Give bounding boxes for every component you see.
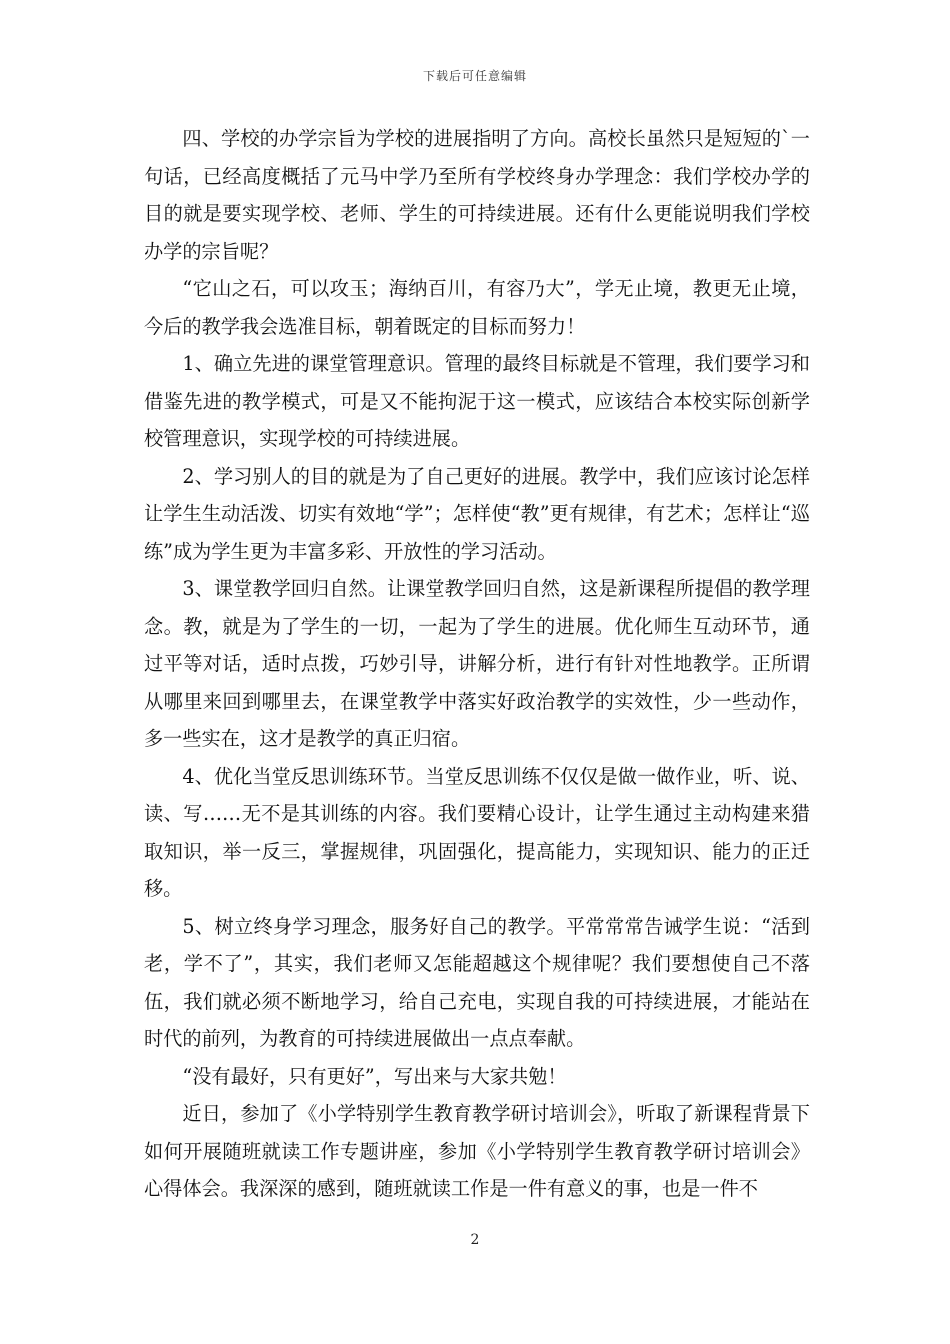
paragraph-item-1: 1、确立先进的课堂管理意识。管理的最终目标就是不管理，我们要学习和借鉴先进的教学模式，可是又不能拘泥于这一模式，应该结合本校实际创新学校管理意识，实现学校的可持续进展。: [144, 352, 810, 450]
paragraph-school-purpose: 四、学校的办学宗旨为学校的进展指明了方向。高校长虽然只是短短的`一句话，已经高度概括了元马中学乃至所有学校终身办学理念：我们学校办学的目的就是要实现学校、老师、学生的可持续进展。还有什么更能说明我们学校办学的宗旨呢？: [144, 127, 810, 263]
paragraph-item-5: 5、树立终身学习理念，服务好自己的教学。平常常常告诫学生说：“活到老，学不了”，其实，我们老师又怎能超越这个规律呢？我们要想使自己不落伍，我们就必须不断地学习，给自己充电，实现自我的可持续进展，才能站在时代的前列，为教育的可持续进展做出一点点奉献。: [144, 914, 810, 1050]
paragraph-item-4: 4、优化当堂反思训练环节。当堂反思训练不仅仅是做一做作业，听、说、读、写……无不是其训练的内容。我们要精心设计，让学生通过主动构建来猎取知识，举一反三，掌握规律，巩固强化，提高能力，实现知识、能力的正迁移。: [144, 764, 810, 900]
paragraph-training-intro: 近日，参加了《小学特别学生教育教学研讨培训会》，听取了新课程背景下如何开展随班就读工作专题讲座，参加《小学特别学生教育教学研讨培训会》心得体会。我深深的感到，随班就读工作是一件有意义的事，也是一件不: [144, 1102, 810, 1200]
document-body: [144, 120, 810, 1208]
paragraph-item-3: 3、课堂教学回归自然。让课堂教学回归自然，这是新课程所提倡的教学理念。教，就是为了学生的一切，一起为了学生的进展。优化师生互动环节，通过平等对话，适时点拨，巧妙引导，讲解分析，进行有针对性地教学。正所谓从哪里来回到哪里去，在课堂教学中落实好政治教学的实效性，少一些动作，多一些实在，这才是教学的真正归宿。: [144, 577, 810, 750]
page-number: 2: [470, 1232, 480, 1248]
paragraph-quote-stone: “它山之石，可以攻玉；海纳百川，有容乃大”，学无止境，教更无止境，今后的教学我会选准目标，朝着既定的目标而努力！: [144, 277, 810, 338]
paragraph-item-2: 2、学习别人的目的就是为了自己更好的进展。教学中，我们应该讨论怎样让学生生动活泼、切实有效地“学”；怎样使“教”更有规律，有艺术；怎样让“巡练”成为学生更为丰富多彩、开放性的学习活动。: [144, 464, 810, 563]
paragraph-motto: “没有最好，只有更好”，写出来与大家共勉！: [182, 1064, 567, 1088]
page-header: 下载后可任意编辑: [422, 69, 527, 83]
